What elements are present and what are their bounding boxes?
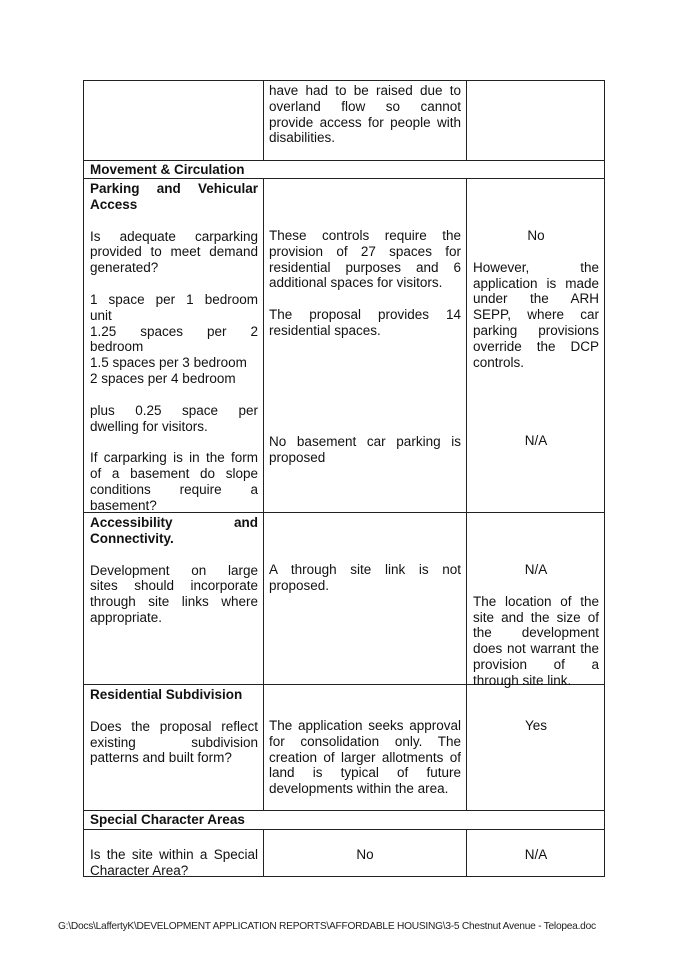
comment-value: No [356, 847, 374, 862]
compliance-value: No [527, 228, 545, 243]
text-line: provision of a [473, 656, 599, 672]
text-line: plus 0.25 space per [90, 402, 258, 418]
text-line: The application seeks approval [269, 718, 461, 733]
compliance-cell [467, 179, 604, 512]
text-line: However, the [473, 259, 599, 275]
comment-cell [264, 179, 467, 512]
text-line: unit [90, 307, 112, 323]
subheading: Accessibility and [90, 515, 258, 530]
text-line: The location of the [473, 593, 599, 609]
compliance-cell [467, 513, 604, 688]
text-line: provide access for people with [269, 114, 461, 130]
section-header-row [83, 810, 605, 829]
assessment-table [83, 80, 605, 877]
text-line: 1.5 spaces per 3 bedroom [90, 355, 247, 371]
text-line: through site link. [473, 672, 572, 688]
text-line: Is adequate carparking [90, 228, 258, 244]
subheading: Parking and Vehicular [90, 181, 258, 196]
text-line: creation of larger allotments of [269, 749, 461, 765]
text-line: for consolidation only. The [269, 733, 461, 749]
comment-cell [264, 513, 467, 684]
text-line: does not warrant the [473, 641, 599, 657]
text-line: land is typical of future [269, 765, 461, 781]
section-title: Special Character Areas [90, 812, 245, 827]
compliance-cell [467, 685, 604, 810]
text-line: proposed [269, 449, 326, 465]
subheading: Connectivity. [90, 530, 174, 546]
text-line: patterns and built form? [90, 750, 232, 766]
text-line: developments within the area. [269, 781, 449, 797]
compliance-value: Yes [524, 718, 548, 733]
text-line: conditions require a [90, 481, 258, 497]
subheading: Access [90, 196, 138, 212]
text-line: through site links where [90, 594, 258, 610]
comment-cell [264, 685, 467, 810]
section-title: Movement & Circulation [90, 162, 245, 177]
text-line: The proposal provides 14 [269, 307, 461, 323]
text-line: 1.25 spaces per 2 [90, 323, 258, 339]
text-line: No basement car parking is [269, 433, 461, 449]
criteria-cell [84, 179, 264, 512]
criteria-cell [84, 685, 264, 810]
section-header-row [83, 160, 605, 178]
comment-cell [264, 830, 467, 876]
text-line: Is the site within a Special [90, 847, 258, 862]
text-line: A through site link is not [269, 562, 461, 577]
text-line: site and the size of [473, 609, 599, 625]
text-line: generated? [90, 260, 159, 276]
text-line: provision of 27 spaces for [269, 243, 461, 259]
criteria-cell [84, 513, 264, 684]
text-line: Does the proposal reflect [90, 718, 258, 734]
compliance-cell [467, 830, 604, 876]
text-line: disabilities. [269, 130, 336, 146]
text-line: If carparking is in the form [90, 450, 258, 466]
text-line: These controls require the [269, 228, 461, 243]
criteria-cell [84, 81, 264, 160]
text-line: 2 spaces per 4 bedroom [90, 370, 236, 386]
table-row [83, 829, 605, 877]
compliance-value: N/A [524, 433, 548, 449]
text-line: bedroom [90, 339, 144, 355]
text-line: of a basement do slope [90, 466, 258, 482]
text-line: Development on large [90, 562, 258, 578]
table-row [83, 512, 605, 688]
comment-cell [264, 81, 467, 160]
text-line: the development [473, 625, 599, 641]
table-row [83, 80, 605, 160]
text-line: dwelling for visitors. [90, 418, 208, 434]
text-line: override the DCP [473, 338, 599, 354]
text-line: SEPP, where car [473, 307, 599, 323]
text-line: proposed. [269, 577, 330, 593]
criteria-cell [84, 830, 264, 876]
text-line: controls. [473, 354, 525, 370]
text-line: additional spaces for visitors. [269, 275, 443, 291]
text-line: have had to be raised due to [269, 83, 461, 98]
text-line: parking provisions [473, 322, 599, 338]
table-row [83, 684, 605, 810]
table-row [83, 178, 605, 512]
compliance-value: N/A [524, 847, 548, 862]
text-line: under the ARH [473, 291, 599, 307]
text-line: provided to meet demand [90, 244, 258, 260]
text-line: residential spaces. [269, 322, 381, 338]
text-line: residential purposes and 6 [269, 259, 461, 275]
compliance-cell [467, 81, 604, 160]
text-line: existing subdivision [90, 734, 258, 750]
file-path-footer: G:\Docs\LaffertyK\DEVELOPMENT APPLICATION REPORTS\AFFORDABLE HOUSING\3-5 Chestnut Avenue - Telopea.doc [58, 921, 596, 932]
compliance-value: N/A [524, 562, 548, 577]
text-line: 1 space per 1 bedroom [90, 291, 258, 307]
text-line: appropriate. [90, 609, 163, 625]
text-line: sites should incorporate [90, 578, 258, 594]
text-line: application is made [473, 275, 599, 291]
text-line: overland flow so cannot [269, 98, 461, 114]
text-line: basement? [90, 497, 157, 513]
text-line: Character Area? [90, 862, 189, 878]
subheading: Residential Subdivision [90, 687, 243, 702]
